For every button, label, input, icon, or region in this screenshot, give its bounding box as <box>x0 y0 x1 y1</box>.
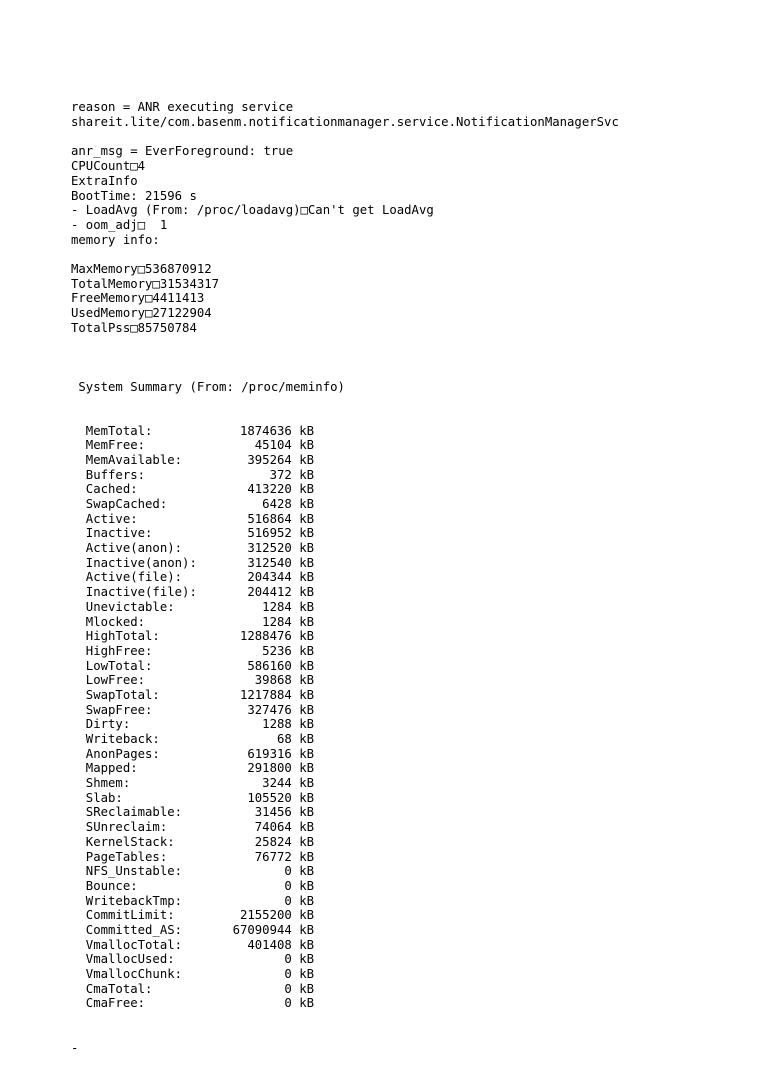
meminfo-value: 401408 <box>247 937 292 952</box>
meminfo-unit: kB <box>299 555 314 570</box>
meminfo-value: 619316 <box>247 746 292 761</box>
meminfo-label: SUnreclaim: <box>85 820 168 835</box>
meminfo-label: SwapTotal: <box>85 687 160 702</box>
meminfo-unit: kB <box>299 967 314 982</box>
meminfo-row <box>71 894 619 909</box>
meminfo-label: HighTotal: <box>85 629 160 644</box>
meminfo-value: 0 <box>284 952 292 967</box>
log-line: ExtraInfo <box>71 173 138 188</box>
meminfo-row <box>71 629 619 644</box>
meminfo-label: KernelStack: <box>85 834 175 849</box>
meminfo-label: WritebackTmp: <box>85 893 183 908</box>
meminfo-row <box>71 732 619 747</box>
meminfo-unit: kB <box>299 497 314 512</box>
log-line: TotalMemory□31534317 <box>71 276 220 291</box>
meminfo-label: MemAvailable: <box>85 452 183 467</box>
trailing-dash: - <box>71 1040 79 1055</box>
meminfo-unit: kB <box>299 922 314 937</box>
meminfo-value: 204412 <box>247 585 292 600</box>
meminfo-row <box>71 615 619 630</box>
meminfo-label: Slab: <box>85 790 123 805</box>
meminfo-unit: kB <box>299 452 314 467</box>
meminfo-value: 31456 <box>254 805 292 820</box>
log-line: FreeMemory□4411413 <box>71 291 205 306</box>
meminfo-label: NFS_Unstable: <box>85 864 183 879</box>
meminfo-unit: kB <box>299 658 314 673</box>
meminfo-label: Unevictable: <box>85 599 175 614</box>
meminfo-value: 45104 <box>254 438 292 453</box>
meminfo-value: 372 <box>269 467 292 482</box>
meminfo-row <box>71 468 619 483</box>
meminfo-value: 312540 <box>247 555 292 570</box>
meminfo-row <box>71 541 619 556</box>
meminfo-unit: kB <box>299 585 314 600</box>
meminfo-unit: kB <box>299 673 314 688</box>
meminfo-unit: kB <box>299 643 314 658</box>
meminfo-value: 516864 <box>247 511 292 526</box>
meminfo-value: 327476 <box>247 702 292 717</box>
meminfo-value: 516952 <box>247 526 292 541</box>
log-line: anr_msg = EverForeground: true <box>71 144 294 159</box>
meminfo-value: 1874636 <box>239 423 292 438</box>
meminfo-unit: kB <box>299 467 314 482</box>
meminfo-label: Dirty: <box>85 717 131 732</box>
log-line: TotalPss□85750784 <box>71 320 197 335</box>
meminfo-label: SwapFree: <box>85 702 153 717</box>
meminfo-row <box>71 967 619 982</box>
meminfo-label: LowTotal: <box>85 658 153 673</box>
meminfo-label: LowFree: <box>85 673 146 688</box>
meminfo-row <box>71 717 619 732</box>
meminfo-row <box>71 526 619 541</box>
meminfo-value: 67090944 <box>232 922 292 937</box>
meminfo-value: 1284 <box>262 599 292 614</box>
meminfo-label: MemFree: <box>85 438 146 453</box>
meminfo-unit: kB <box>299 790 314 805</box>
meminfo-unit: kB <box>299 687 314 702</box>
meminfo-unit: kB <box>299 761 314 776</box>
meminfo-unit: kB <box>299 981 314 996</box>
meminfo-value: 413220 <box>247 482 292 497</box>
meminfo-row <box>71 688 619 703</box>
meminfo-value: 1284 <box>262 614 292 629</box>
meminfo-label: HighFree: <box>85 643 153 658</box>
meminfo-value: 312520 <box>247 541 292 556</box>
anr-log-text <box>71 71 619 1085</box>
meminfo-label: Inactive: <box>85 526 153 541</box>
meminfo-unit: kB <box>299 746 314 761</box>
meminfo-row <box>71 644 619 659</box>
meminfo-value: 1217884 <box>239 687 292 702</box>
meminfo-row <box>71 747 619 762</box>
meminfo-row <box>71 761 619 776</box>
meminfo-label: Mapped: <box>85 761 138 776</box>
meminfo-unit: kB <box>299 717 314 732</box>
meminfo-row <box>71 820 619 835</box>
meminfo-value: 2155200 <box>239 908 292 923</box>
meminfo-row <box>71 850 619 865</box>
log-line: BootTime: 21596 s <box>71 188 197 203</box>
log-line: shareit.lite/com.basenm.notificationmanager.service.NotificationManagerSvc <box>71 115 619 130</box>
meminfo-unit: kB <box>299 820 314 835</box>
meminfo-row <box>71 908 619 923</box>
meminfo-value: 0 <box>284 864 292 879</box>
meminfo-unit: kB <box>299 541 314 556</box>
meminfo-unit: kB <box>299 482 314 497</box>
meminfo-value: 586160 <box>247 658 292 673</box>
meminfo-label: Cached: <box>85 482 138 497</box>
meminfo-unit: kB <box>299 570 314 585</box>
meminfo-unit: kB <box>299 952 314 967</box>
meminfo-row <box>71 438 619 453</box>
meminfo-value: 68 <box>276 732 292 747</box>
meminfo-value: 76772 <box>254 849 292 864</box>
meminfo-value: 0 <box>284 981 292 996</box>
meminfo-unit: kB <box>299 511 314 526</box>
meminfo-value: 1288 <box>262 717 292 732</box>
meminfo-row <box>71 952 619 967</box>
meminfo-unit: kB <box>299 599 314 614</box>
system-summary-title: System Summary (From: /proc/meminfo) <box>78 379 345 394</box>
meminfo-row <box>71 659 619 674</box>
meminfo-row <box>71 497 619 512</box>
meminfo-label: Active(file): <box>85 570 183 585</box>
meminfo-row <box>71 835 619 850</box>
log-line: UsedMemory□27122904 <box>71 306 212 321</box>
meminfo-label: CommitLimit: <box>85 908 175 923</box>
meminfo-row <box>71 982 619 997</box>
meminfo-value: 6428 <box>262 497 292 512</box>
meminfo-row <box>71 791 619 806</box>
meminfo-row <box>71 453 619 468</box>
meminfo-row <box>71 996 619 1011</box>
meminfo-unit: kB <box>299 937 314 952</box>
meminfo-unit: kB <box>299 996 314 1011</box>
meminfo-label: PageTables: <box>85 849 168 864</box>
meminfo-value: 395264 <box>247 452 292 467</box>
meminfo-row <box>71 805 619 820</box>
log-line: - oom_adj□ 1 <box>71 217 168 232</box>
meminfo-value: 105520 <box>247 790 292 805</box>
meminfo-unit: kB <box>299 878 314 893</box>
meminfo-label: Writeback: <box>85 732 160 747</box>
meminfo-label: SwapCached: <box>85 497 168 512</box>
meminfo-value: 1288476 <box>239 629 292 644</box>
meminfo-label: Inactive(anon): <box>85 555 197 570</box>
meminfo-label: Buffers: <box>85 467 146 482</box>
meminfo-value: 0 <box>284 893 292 908</box>
meminfo-row <box>71 673 619 688</box>
log-line: memory info: <box>71 232 160 247</box>
meminfo-unit: kB <box>299 629 314 644</box>
log-line: reason = ANR executing service <box>71 100 294 115</box>
meminfo-unit: kB <box>299 908 314 923</box>
meminfo-unit: kB <box>299 805 314 820</box>
meminfo-value: 5236 <box>262 643 292 658</box>
meminfo-row <box>71 482 619 497</box>
meminfo-row <box>71 703 619 718</box>
meminfo-value: 0 <box>284 878 292 893</box>
meminfo-row <box>71 424 619 439</box>
meminfo-value: 74064 <box>254 820 292 835</box>
meminfo-label: Active: <box>85 511 138 526</box>
meminfo-unit: kB <box>299 834 314 849</box>
meminfo-value: 204344 <box>247 570 292 585</box>
log-line: CPUCount□4 <box>71 159 146 174</box>
meminfo-row <box>71 864 619 879</box>
meminfo-value: 0 <box>284 996 292 1011</box>
meminfo-label: VmallocUsed: <box>85 952 175 967</box>
meminfo-label: VmallocChunk: <box>85 967 183 982</box>
meminfo-label: VmallocTotal: <box>85 937 183 952</box>
meminfo-value: 39868 <box>254 673 292 688</box>
meminfo-value: 0 <box>284 967 292 982</box>
meminfo-row <box>71 556 619 571</box>
meminfo-unit: kB <box>299 732 314 747</box>
meminfo-label: CmaTotal: <box>85 981 153 996</box>
meminfo-label: Shmem: <box>85 776 131 791</box>
meminfo-unit: kB <box>299 423 314 438</box>
meminfo-unit: kB <box>299 864 314 879</box>
meminfo-row <box>71 879 619 894</box>
meminfo-row <box>71 570 619 585</box>
meminfo-value: 25824 <box>254 834 292 849</box>
meminfo-unit: kB <box>299 438 314 453</box>
meminfo-row <box>71 776 619 791</box>
meminfo-unit: kB <box>299 776 314 791</box>
meminfo-unit: kB <box>299 526 314 541</box>
meminfo-unit: kB <box>299 849 314 864</box>
meminfo-value: 3244 <box>262 776 292 791</box>
meminfo-label: SReclaimable: <box>85 805 183 820</box>
meminfo-label: Inactive(file): <box>85 585 197 600</box>
meminfo-value: 291800 <box>247 761 292 776</box>
anr-header-block <box>71 100 619 350</box>
meminfo-label: Active(anon): <box>85 541 183 556</box>
meminfo-unit: kB <box>299 893 314 908</box>
meminfo-row <box>71 585 619 600</box>
log-line: MaxMemory□536870912 <box>71 261 212 276</box>
meminfo-unit: kB <box>299 614 314 629</box>
meminfo-row <box>71 923 619 938</box>
meminfo-label: MemTotal: <box>85 423 153 438</box>
meminfo-row <box>71 512 619 527</box>
meminfo-label: Bounce: <box>85 878 138 893</box>
meminfo-table <box>71 424 619 1012</box>
meminfo-row <box>71 938 619 953</box>
meminfo-label: AnonPages: <box>85 746 160 761</box>
log-line: - LoadAvg (From: /proc/loadavg)□Can't get LoadAvg <box>71 203 434 218</box>
blank-line <box>71 247 619 262</box>
meminfo-label: Mlocked: <box>85 614 146 629</box>
meminfo-row <box>71 600 619 615</box>
meminfo-label: Committed_AS: <box>85 922 183 937</box>
blank-line <box>71 130 619 145</box>
blank-line <box>71 335 619 350</box>
meminfo-label: CmaFree: <box>85 996 146 1011</box>
meminfo-unit: kB <box>299 702 314 717</box>
